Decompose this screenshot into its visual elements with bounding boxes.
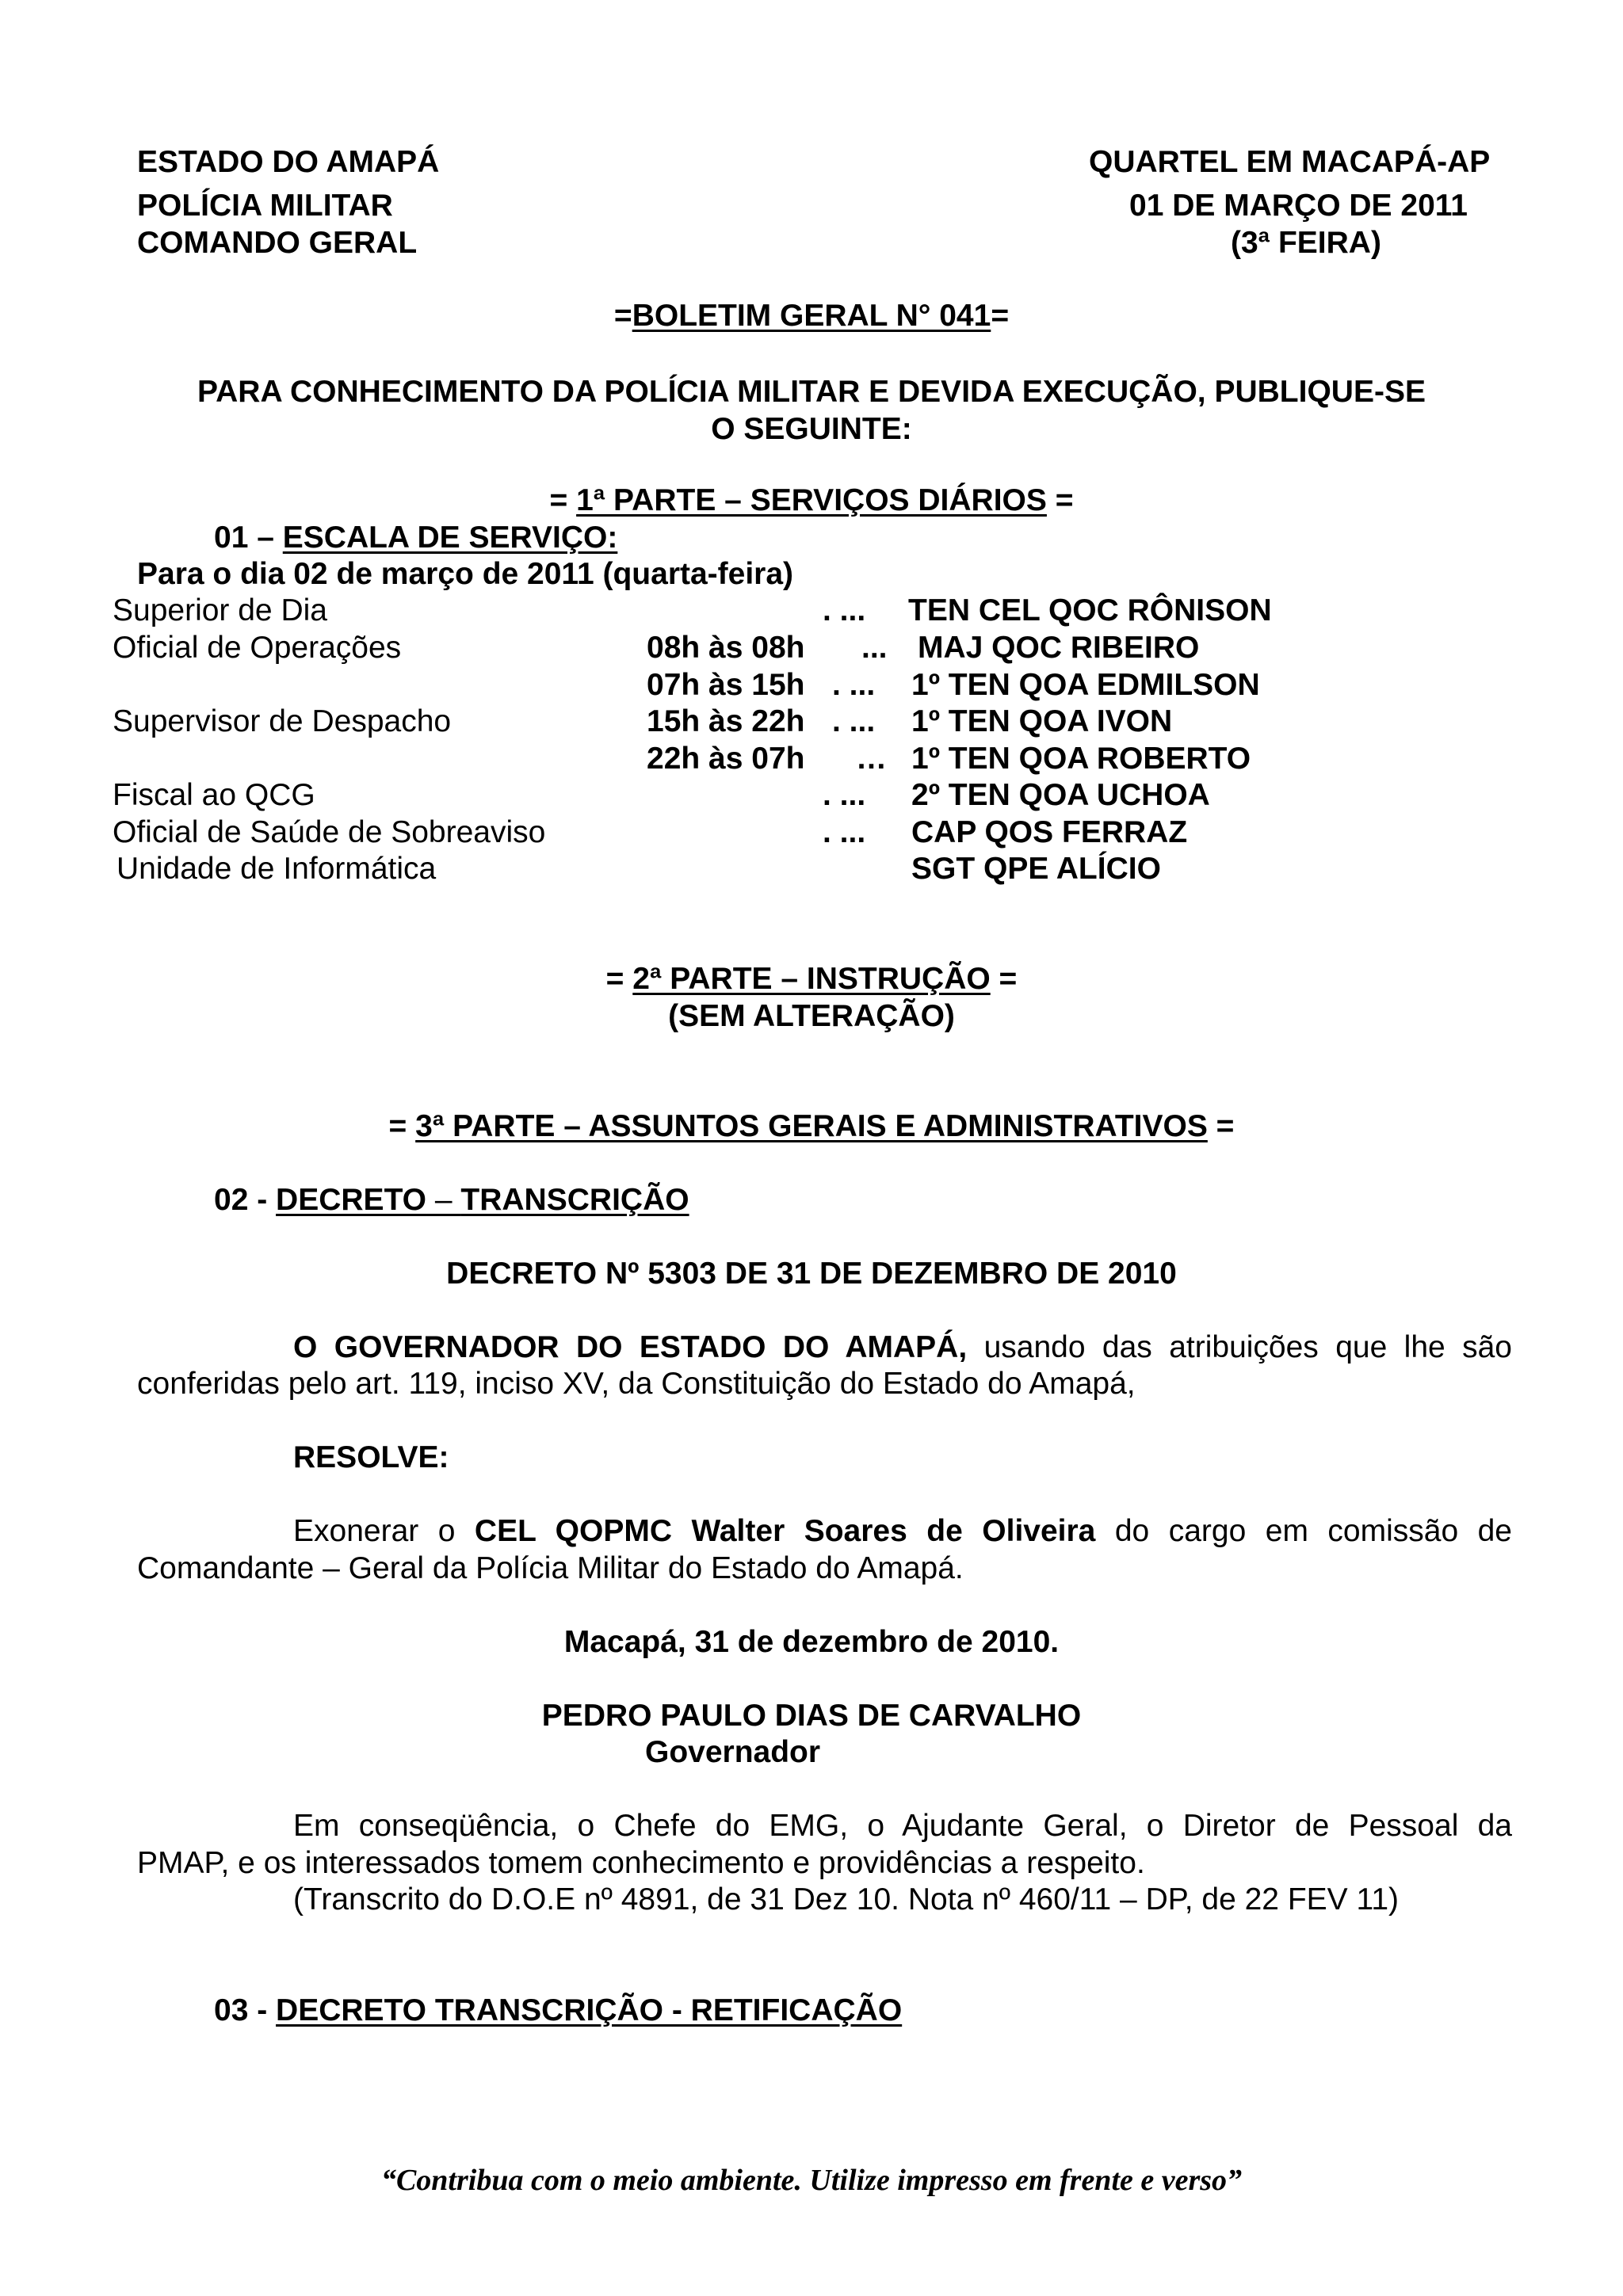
header-date: 01 DE MARÇO DE 2011 bbox=[1129, 189, 1468, 223]
header-location: QUARTEL EM MACAPÁ-AP bbox=[1089, 145, 1491, 179]
roster-role: Fiscal ao QCG bbox=[113, 778, 315, 812]
roster-role: Superior de Dia bbox=[113, 593, 327, 627]
part3-heading: = 3ª PARTE – ASSUNTOS GERAIS E ADMINISTRATIVOS = bbox=[388, 1109, 1235, 1143]
governor-paragraph-line-1: O GOVERNADOR DO ESTADO DO AMAPÁ, usando das atribuições que lhe são bbox=[293, 1330, 1512, 1364]
item01-heading: 01 – ESCALA DE SERVIÇO: bbox=[214, 521, 618, 555]
place-date: Macapá, 31 de dezembro de 2010. bbox=[563, 1625, 1060, 1659]
roster-person: CAP QOS FERRAZ bbox=[911, 815, 1188, 849]
duty-date-line: Para o dia 02 de março de 2011 (quarta-feira) bbox=[137, 557, 794, 591]
signer-role: Governador bbox=[645, 1735, 821, 1769]
roster-role: Supervisor de Despacho bbox=[113, 704, 452, 738]
roster-person: 1º TEN QOA IVON bbox=[911, 704, 1173, 738]
intro-line-2: O SEGUINTE: bbox=[711, 412, 912, 446]
roster-person: 2º TEN QOA UCHOA bbox=[911, 778, 1210, 812]
exoneration-line-1: Exonerar o CEL QOPMC Walter Soares de Oliveira do cargo em comissão de bbox=[293, 1514, 1512, 1548]
transcript-note: (Transcrito do D.O.E nº 4891, de 31 Dez 10. Nota nº 460/11 – DP, de 22 FEV 11) bbox=[293, 1882, 1399, 1917]
consequence-line-2: PMAP, e os interessados tomem conhecimento e providências a respeito. bbox=[137, 1846, 1145, 1880]
header-command: COMANDO GERAL bbox=[137, 226, 418, 260]
header-police: POLÍCIA MILITAR bbox=[137, 189, 393, 223]
roster-time: 08h às 08h bbox=[647, 631, 805, 665]
resolve-label: RESOLVE: bbox=[293, 1440, 449, 1474]
consequence-line-1: Em conseqüência, o Chefe do EMG, o Ajudante Geral, o Diretor de Pessoal da bbox=[293, 1809, 1512, 1843]
roster-dots: … bbox=[856, 742, 887, 776]
header-state: ESTADO DO AMAPÁ bbox=[137, 145, 440, 179]
roster-dots: . ... bbox=[823, 593, 866, 627]
part2-heading: = 2ª PARTE – INSTRUÇÃO = bbox=[605, 962, 1018, 996]
roster-role: Oficial de Saúde de Sobreaviso bbox=[113, 815, 546, 849]
roster-person: 1º TEN QOA ROBERTO bbox=[911, 742, 1251, 776]
footer-note: “Contribua com o meio ambiente. Utilize impresso em frente e verso” bbox=[380, 2164, 1243, 2197]
roster-role: Oficial de Operações bbox=[113, 631, 402, 665]
roster-time: 07h às 15h bbox=[647, 668, 805, 702]
roster-person: TEN CEL QOC RÔNISON bbox=[908, 593, 1272, 627]
roster-dots: . ... bbox=[832, 704, 876, 738]
roster-dots: . ... bbox=[832, 668, 876, 702]
roster-person: MAJ QOC RIBEIRO bbox=[918, 631, 1200, 665]
exoneration-line-2: Comandante – Geral da Polícia Militar do Estado do Amapá. bbox=[137, 1551, 964, 1585]
roster-time: 22h às 07h bbox=[647, 742, 805, 776]
roster-time: 15h às 22h bbox=[647, 704, 805, 738]
roster-dots: . ... bbox=[823, 815, 866, 849]
governor-paragraph-line-2: conferidas pelo art. 119, inciso XV, da Constituição do Estado do Amapá, bbox=[137, 1367, 1136, 1401]
item02-heading: 02 - DECRETO – TRANSCRIÇÃO bbox=[214, 1183, 689, 1217]
intro-line-1: PARA CONHECIMENTO DA POLÍCIA MILITAR E DEVIDA EXECUÇÃO, PUBLIQUE-SE bbox=[197, 375, 1426, 409]
part2-note: (SEM ALTERAÇÃO) bbox=[668, 999, 955, 1033]
part1-heading: = 1ª PARTE – SERVIÇOS DIÁRIOS = bbox=[549, 483, 1074, 517]
roster-dots: ... bbox=[861, 631, 888, 665]
header-weekday: (3ª FEIRA) bbox=[1231, 226, 1381, 260]
roster-person: 1º TEN QOA EDMILSON bbox=[911, 668, 1260, 702]
bulletin-title: =BOLETIM GERAL N° 041= bbox=[613, 299, 1010, 333]
roster-dots: . ... bbox=[823, 778, 866, 812]
signer-name: PEDRO PAULO DIAS DE CARVALHO bbox=[541, 1699, 1082, 1733]
roster-person: SGT QPE ALÍCIO bbox=[911, 852, 1161, 886]
item03-heading: 03 - DECRETO TRANSCRIÇÃO - RETIFICAÇÃO bbox=[214, 1993, 903, 2027]
decree-title: DECRETO Nº 5303 DE 31 DE DEZEMBRO DE 2010 bbox=[446, 1257, 1177, 1291]
roster-role: Unidade de Informática bbox=[116, 852, 437, 886]
